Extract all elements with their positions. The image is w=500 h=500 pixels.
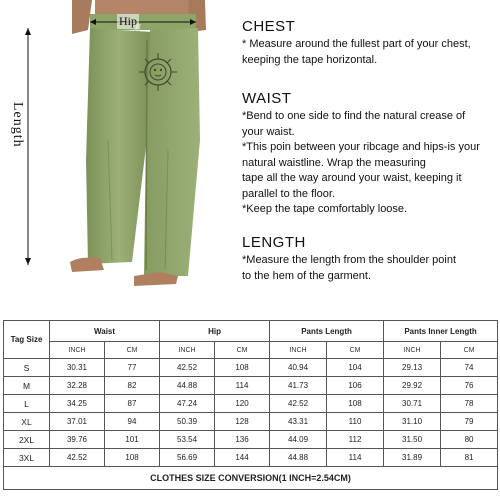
size-cell: 3XL [4, 449, 50, 467]
chest-title: CHEST [242, 18, 296, 35]
value-cell: 114 [327, 449, 384, 467]
tag-size-header: Tag Size [4, 321, 50, 359]
size-cell: M [4, 377, 50, 395]
waist-header: Waist [50, 321, 160, 342]
product-image [0, 0, 235, 305]
unit-cell: CM [327, 342, 384, 359]
unit-cell: CM [215, 342, 270, 359]
value-cell: 31.50 [384, 431, 441, 449]
value-cell: 108 [105, 449, 160, 467]
value-cell: 82 [105, 377, 160, 395]
value-cell: 101 [105, 431, 160, 449]
value-cell: 120 [215, 395, 270, 413]
size-chart-table [3, 320, 498, 490]
value-cell: 42.52 [160, 359, 215, 377]
value-cell: 42.52 [50, 449, 105, 467]
table-footer-row [4, 467, 498, 490]
value-cell: 39.76 [50, 431, 105, 449]
waist-section [242, 90, 480, 218]
value-cell: 128 [215, 413, 270, 431]
value-cell: 50.39 [160, 413, 215, 431]
size-cell: S [4, 359, 50, 377]
value-cell: 104 [327, 359, 384, 377]
value-cell: 94 [105, 413, 160, 431]
pants-inner-length-header: Pants Inner Length [384, 321, 498, 342]
value-cell: 30.71 [384, 395, 441, 413]
value-cell: 108 [215, 359, 270, 377]
size-cell: L [4, 395, 50, 413]
value-cell: 29.92 [384, 377, 441, 395]
unit-cell: INCH [50, 342, 105, 359]
value-cell: 108 [327, 395, 384, 413]
value-cell: 74 [441, 359, 498, 377]
table-row [4, 449, 498, 467]
value-cell: 44.09 [270, 431, 327, 449]
size-cell: 2XL [4, 431, 50, 449]
table-row [4, 377, 498, 395]
value-cell: 44.88 [270, 449, 327, 467]
table-row [4, 395, 498, 413]
value-cell: 144 [215, 449, 270, 467]
left-foot [70, 258, 104, 273]
table-row [4, 431, 498, 449]
value-cell: 80 [441, 431, 498, 449]
pants-length-header: Pants Length [270, 321, 384, 342]
size-conversion-note: CLOTHES SIZE CONVERSION(1 INCH=2.54CM) [4, 467, 498, 490]
unit-cell: INCH [384, 342, 441, 359]
value-cell: 44.88 [160, 377, 215, 395]
table-header-row [4, 321, 498, 342]
left-leg [86, 28, 152, 264]
value-cell: 37.01 [50, 413, 105, 431]
value-cell: 56.69 [160, 449, 215, 467]
value-cell: 31.89 [384, 449, 441, 467]
length-text: *Measure the length from the shoulder point to the hem of the garment. [242, 254, 457, 282]
table-row [4, 413, 498, 431]
value-cell: 78 [441, 395, 498, 413]
value-cell: 32.28 [50, 377, 105, 395]
pants-illustration [0, 0, 235, 305]
value-cell: 114 [215, 377, 270, 395]
value-cell: 110 [327, 413, 384, 431]
table-row [4, 359, 498, 377]
value-cell: 76 [441, 377, 498, 395]
value-cell: 40.94 [270, 359, 327, 377]
chest-section [242, 18, 471, 68]
value-cell: 136 [215, 431, 270, 449]
waist-text: *Bend to one side to find the natural crease of your waist. *This poin between your ribcage and hips-is your natural waistline. Wrap the measuring tape all the way around your waist, keeping it parallel to the floor. *Keep the tape comfortably loose. [242, 110, 480, 215]
unit-row [4, 342, 498, 359]
hip-label: Hip [119, 14, 137, 28]
value-cell: 87 [105, 395, 160, 413]
value-cell: 47.24 [160, 395, 215, 413]
value-cell: 106 [327, 377, 384, 395]
value-cell: 34.25 [50, 395, 105, 413]
value-cell: 30.31 [50, 359, 105, 377]
length-section [242, 234, 456, 284]
value-cell: 112 [327, 431, 384, 449]
unit-cell: INCH [160, 342, 215, 359]
value-cell: 77 [105, 359, 160, 377]
chest-text: * Measure around the fullest part of your chest, keeping the tape horizontal. [242, 38, 471, 66]
value-cell: 81 [441, 449, 498, 467]
size-cell: XL [4, 413, 50, 431]
value-cell: 29.13 [384, 359, 441, 377]
value-cell: 53.54 [160, 431, 215, 449]
length-label: Length [10, 102, 25, 148]
waist-title: WAIST [242, 90, 292, 107]
unit-cell: CM [441, 342, 498, 359]
value-cell: 31.10 [384, 413, 441, 431]
unit-cell: CM [105, 342, 160, 359]
unit-cell: INCH [270, 342, 327, 359]
left-arm [72, 0, 92, 34]
value-cell: 42.52 [270, 395, 327, 413]
hip-header: Hip [160, 321, 270, 342]
value-cell: 43.31 [270, 413, 327, 431]
right-leg [144, 28, 200, 276]
value-cell: 79 [441, 413, 498, 431]
length-title: LENGTH [242, 234, 306, 251]
value-cell: 41.73 [270, 377, 327, 395]
